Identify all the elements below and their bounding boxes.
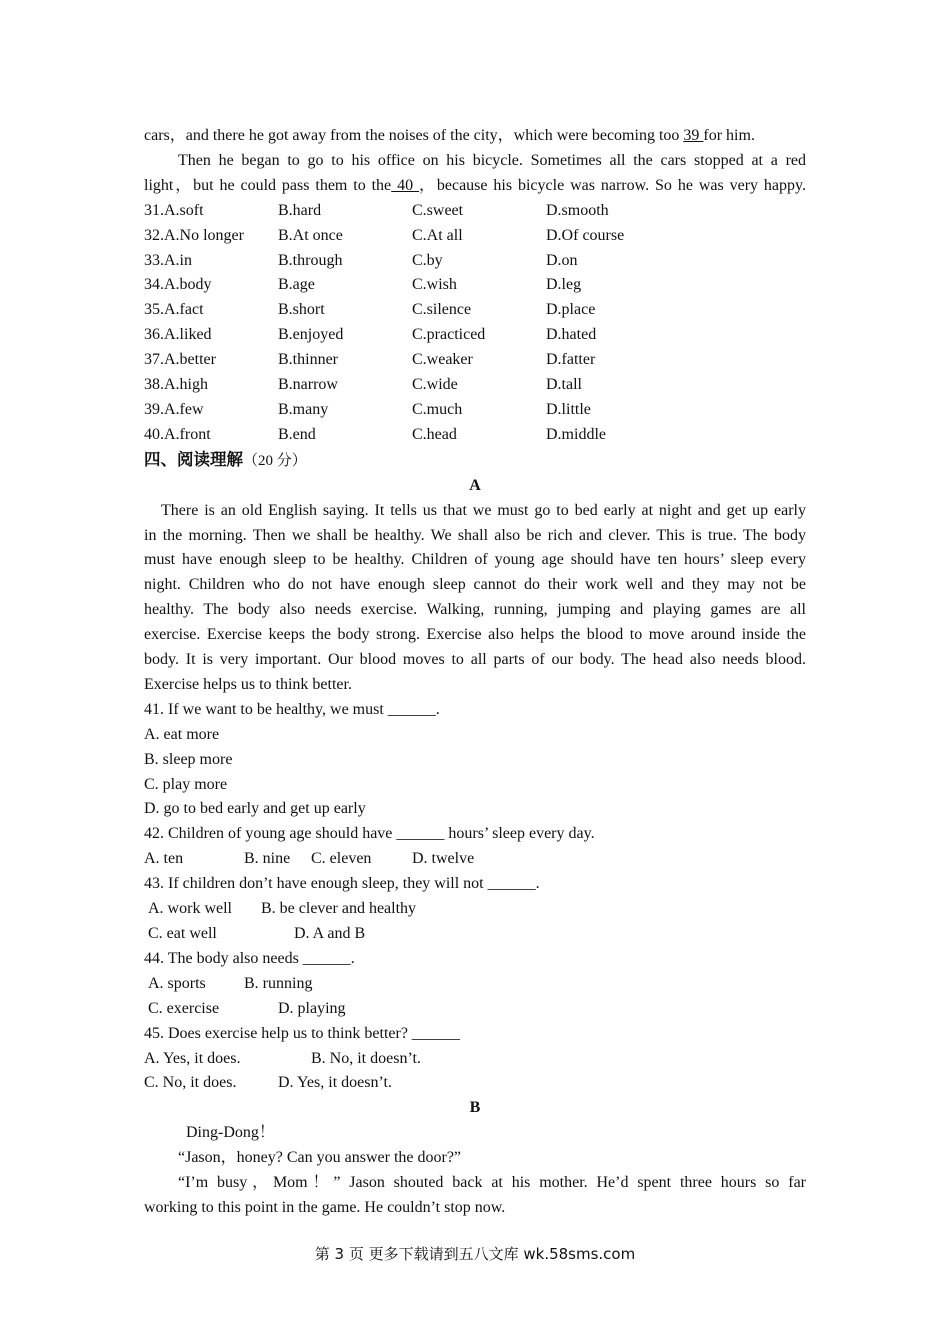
passage-line: Then he began to go to his office on his bicycle. Sometimes all the cars stopped at a red bbox=[178, 151, 806, 169]
option-a: 38.A.high bbox=[144, 376, 208, 394]
option-a: 34.A.body bbox=[144, 276, 212, 294]
option-c: C.wish bbox=[412, 276, 457, 294]
option-d: D.middle bbox=[546, 425, 606, 443]
option-b: B. No, it doesn’t. bbox=[311, 1049, 421, 1067]
option-d: D.fatter bbox=[546, 351, 596, 369]
section-heading bbox=[144, 448, 806, 474]
option-d: D.little bbox=[546, 400, 591, 418]
text-run: for him. bbox=[703, 127, 755, 144]
option-a: 36.A.liked bbox=[144, 326, 212, 344]
question-42 bbox=[144, 822, 806, 872]
text-run: ，because his bicycle was narrow. So he was very happy. bbox=[418, 176, 806, 194]
option-a: A. work well bbox=[148, 900, 232, 918]
option-b: B.end bbox=[278, 425, 316, 443]
question-43 bbox=[144, 872, 806, 947]
passage-line: in the morning. Then we shall be healthy. We shall also be rich and clever. This is true. The body bbox=[144, 526, 806, 544]
option-b: B.At once bbox=[278, 226, 343, 244]
cloze-options bbox=[144, 199, 806, 448]
option-d: D.Of course bbox=[546, 226, 625, 244]
option-c: C.sweet bbox=[412, 201, 464, 219]
passage-b bbox=[144, 1121, 806, 1221]
option-c: C. eat well bbox=[148, 925, 217, 942]
page-footer: 第 3 页 更多下载请到五八文库 wk.58sms.com bbox=[314, 1245, 636, 1263]
option-row bbox=[144, 1071, 806, 1096]
option-c: C.silence bbox=[412, 301, 472, 319]
text-run: light，but he could pass them to the bbox=[144, 176, 392, 194]
option-d: D. Yes, it doesn’t. bbox=[278, 1074, 392, 1092]
option-row bbox=[144, 922, 806, 947]
blank-40: 40 bbox=[391, 176, 419, 194]
option-c: C. No, it does. bbox=[144, 1074, 237, 1092]
option-c: C.At all bbox=[412, 226, 463, 244]
option-d: D.leg bbox=[546, 276, 582, 294]
option-b: B. running bbox=[244, 974, 313, 992]
option-c: C.practiced bbox=[412, 326, 486, 344]
question-stem: 44. The body also needs ______. bbox=[144, 949, 355, 967]
option-row bbox=[144, 997, 806, 1022]
passage-line: “Jason，honey? Can you answer the door?” bbox=[178, 1149, 462, 1167]
option-d: D. go to bed early and get up early bbox=[144, 800, 366, 818]
passage-line bbox=[144, 124, 806, 149]
option-row bbox=[144, 298, 806, 323]
option-a: 35.A.fact bbox=[144, 301, 204, 319]
passage-line: must have enough sleep to be healthy. Children of young age should have ten hours’ sleep every bbox=[144, 551, 806, 569]
passage-line: night. Children who do not have enough sleep cannot do their work well and they may not be bbox=[144, 576, 806, 594]
option-b: B.short bbox=[278, 301, 325, 319]
option-c: C.by bbox=[412, 251, 443, 269]
option-row bbox=[144, 972, 806, 997]
option-b: B. sleep more bbox=[144, 750, 233, 768]
option-b: B.hard bbox=[278, 201, 322, 219]
passage-line bbox=[144, 174, 806, 199]
option-row bbox=[144, 249, 806, 274]
option-row bbox=[144, 398, 806, 423]
question-stem: 45. Does exercise help us to think better? ______ bbox=[144, 1024, 460, 1042]
option-b: B. nine bbox=[244, 850, 291, 868]
option-a: 32.A.No longer bbox=[144, 226, 244, 244]
option-a: A. sports bbox=[148, 974, 206, 992]
option-d: D.smooth bbox=[546, 201, 609, 219]
question-stem: 41. If we want to be healthy, we must ______. bbox=[144, 700, 440, 718]
option-c: C. exercise bbox=[148, 999, 220, 1017]
option-c: C.much bbox=[412, 400, 463, 418]
option-row bbox=[144, 373, 806, 398]
passage-line: body. It is very important. Our blood moves to all parts of our body. The head also needs blood. bbox=[144, 651, 806, 669]
option-a: A. eat more bbox=[144, 725, 220, 743]
option-c: C. eleven bbox=[311, 850, 372, 868]
option-a: 40.A.front bbox=[144, 425, 211, 443]
option-d: D.on bbox=[546, 251, 578, 269]
option-b: B.age bbox=[278, 276, 315, 294]
option-a: 39.A.few bbox=[144, 400, 204, 418]
question-45 bbox=[144, 1022, 806, 1097]
option-a: 31.A.soft bbox=[144, 201, 204, 219]
option-c: C. play more bbox=[144, 775, 228, 793]
option-d: D. A and B bbox=[294, 925, 366, 942]
option-b: B.enjoyed bbox=[278, 326, 344, 344]
passage-line: healthy. The body also needs exercise. Walking, running, jumping and playing games are all bbox=[144, 601, 806, 619]
option-b: B. be clever and healthy bbox=[261, 900, 417, 918]
passage-a-label: A bbox=[469, 476, 481, 494]
passage-a bbox=[144, 499, 806, 698]
option-row bbox=[144, 847, 806, 872]
option-d: D.place bbox=[546, 301, 596, 319]
option-row bbox=[144, 1047, 806, 1072]
option-b: B.narrow bbox=[278, 376, 338, 394]
section-title: 四、阅读理解 bbox=[144, 449, 243, 469]
option-d: D. playing bbox=[278, 999, 346, 1017]
section-score: （20 分） bbox=[243, 452, 307, 469]
option-b: B.thinner bbox=[278, 351, 338, 369]
option-c: C.head bbox=[412, 425, 457, 443]
passage-line: There is an old English saying. It tells us that we must go to bed early at night and get up early bbox=[161, 501, 806, 519]
text-run: cars，and there he got away from the noises of the city，which were becoming too bbox=[144, 127, 684, 144]
question-stem: 43. If children don’t have enough sleep, they will not ______. bbox=[144, 875, 540, 893]
option-c: C.weaker bbox=[412, 351, 473, 369]
option-a: 33.A.in bbox=[144, 251, 192, 269]
option-a: A. ten bbox=[144, 850, 184, 868]
question-44 bbox=[144, 947, 806, 1022]
option-b: B.through bbox=[278, 251, 343, 269]
option-row bbox=[144, 323, 806, 348]
document-page bbox=[144, 124, 806, 1221]
option-a: 37.A.better bbox=[144, 351, 216, 369]
option-b: B.many bbox=[278, 400, 329, 418]
passage-line: “I’m busy，Mom！” Jason shouted back at his mother. He’d spent three hours so far bbox=[178, 1174, 806, 1192]
option-row bbox=[144, 224, 806, 249]
option-d: D.hated bbox=[546, 326, 597, 344]
question-41 bbox=[144, 698, 806, 823]
option-row bbox=[144, 273, 806, 298]
option-row bbox=[144, 199, 806, 224]
passage-line: Exercise helps us to think better. bbox=[144, 675, 352, 693]
passage-line: working to this point in the game. He couldn’t stop now. bbox=[144, 1198, 506, 1216]
question-stem: 42. Children of young age should have ______ hours’ sleep every day. bbox=[144, 825, 595, 843]
option-row bbox=[144, 423, 806, 448]
option-d: D. twelve bbox=[412, 850, 475, 868]
blank-39: 39 bbox=[683, 127, 704, 144]
option-row bbox=[144, 897, 806, 922]
passage-line: Ding-Dong！ bbox=[186, 1124, 275, 1142]
option-a: A. Yes, it does. bbox=[144, 1049, 241, 1067]
option-c: C.wide bbox=[412, 376, 458, 394]
option-row bbox=[144, 348, 806, 373]
option-d: D.tall bbox=[546, 376, 582, 394]
passage-line: exercise. Exercise keeps the body strong. Exercise also helps the blood to move around inside the bbox=[144, 626, 806, 644]
passage-b-label: B bbox=[469, 1099, 481, 1117]
